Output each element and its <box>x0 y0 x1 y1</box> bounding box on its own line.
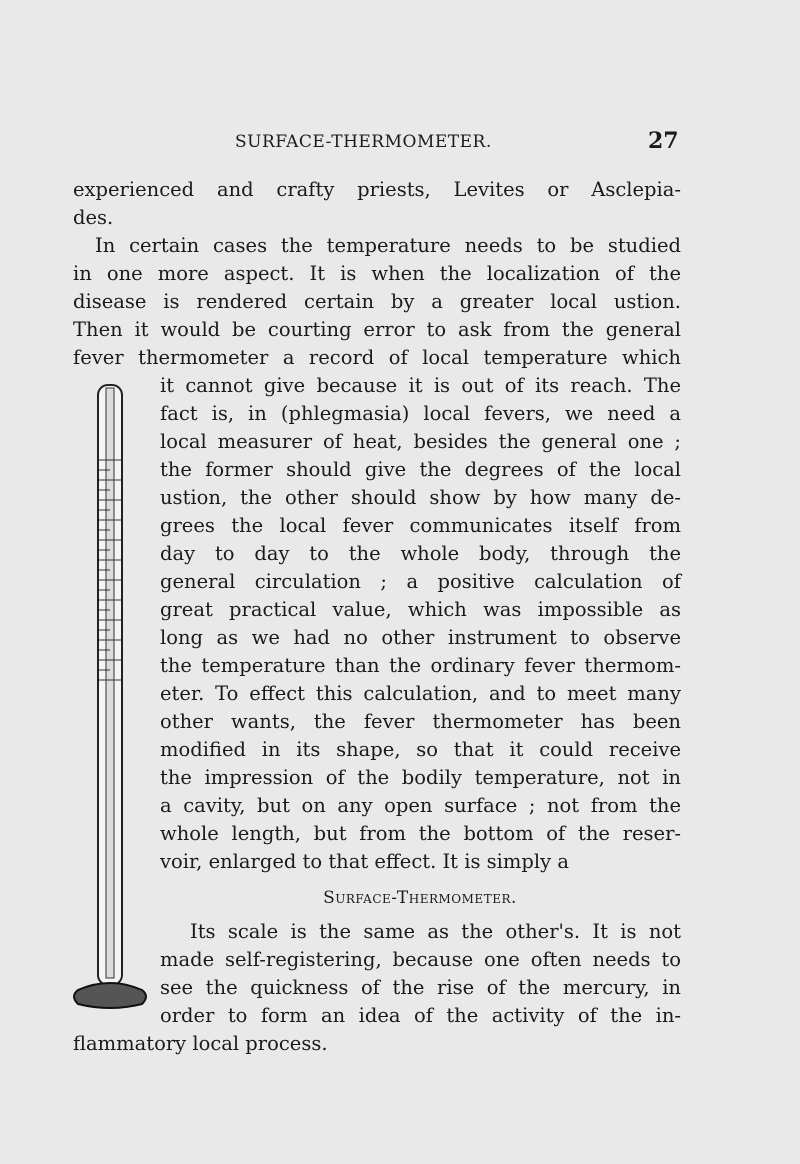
section-heading: Surface-Thermometer. <box>323 888 517 908</box>
text-line: long as we had no other instrument to observe <box>160 626 681 649</box>
text-line: the former should give the degrees of the local <box>160 458 681 481</box>
text-line: experienced and crafty priests, Levites or Asclepia- <box>73 178 681 201</box>
text-line: order to form an idea of the activity of the in- <box>160 1004 681 1027</box>
text-line: whole length, but from the bottom of the reser- <box>160 822 681 845</box>
text-line: flammatory local process. <box>73 1032 328 1055</box>
text-line: local measurer of heat, besides the general one ; <box>160 430 681 453</box>
text-line: the impression of the bodily temperature, not in <box>160 766 681 789</box>
text-line: fact is, in (phlegmasia) local fevers, we need a <box>160 402 681 425</box>
text-line: voir, enlarged to that effect. It is simply a <box>160 850 569 873</box>
text-line: In certain cases the temperature needs to be studied <box>95 234 681 257</box>
text-line: general circulation ; a positive calculation of <box>160 570 681 593</box>
text-line: disease is rendered certain by a greater local ustion. <box>73 290 681 313</box>
text-line: des. <box>73 206 114 229</box>
text-line: a cavity, but on any open surface ; not from the <box>160 794 681 817</box>
text-line: see the quickness of the rise of the mercury, in <box>160 976 681 999</box>
text-line: fever thermometer a record of local temperature which <box>73 346 681 369</box>
text-line: in one more aspect. It is when the localization of the <box>73 262 681 285</box>
text-line: ustion, the other should show by how many de- <box>160 486 681 509</box>
text-line: Its scale is the same as the other's. It is not <box>190 920 681 943</box>
text-line: other wants, the fever thermometer has been <box>160 710 681 733</box>
text-line: it cannot give because it is out of its reach. The <box>160 374 681 397</box>
text-line: eter. To effect this calculation, and to meet many <box>160 682 681 705</box>
text-line: Then it would be courting error to ask from the general <box>73 318 681 341</box>
running-head: SURFACE-THERMOMETER. <box>235 132 492 152</box>
text-line: modified in its shape, so that it could receive <box>160 738 681 761</box>
page-number: 27 <box>648 128 679 154</box>
text-line: made self-registering, because one often needs to <box>160 948 681 971</box>
thermometer-illustration <box>70 380 160 1020</box>
text-line: the temperature than the ordinary fever thermom- <box>160 654 681 677</box>
text-line: great practical value, which was impossible as <box>160 598 681 621</box>
text-line: grees the local fever communicates itself from <box>160 514 681 537</box>
text-line: day to day to the whole body, through the <box>160 542 681 565</box>
